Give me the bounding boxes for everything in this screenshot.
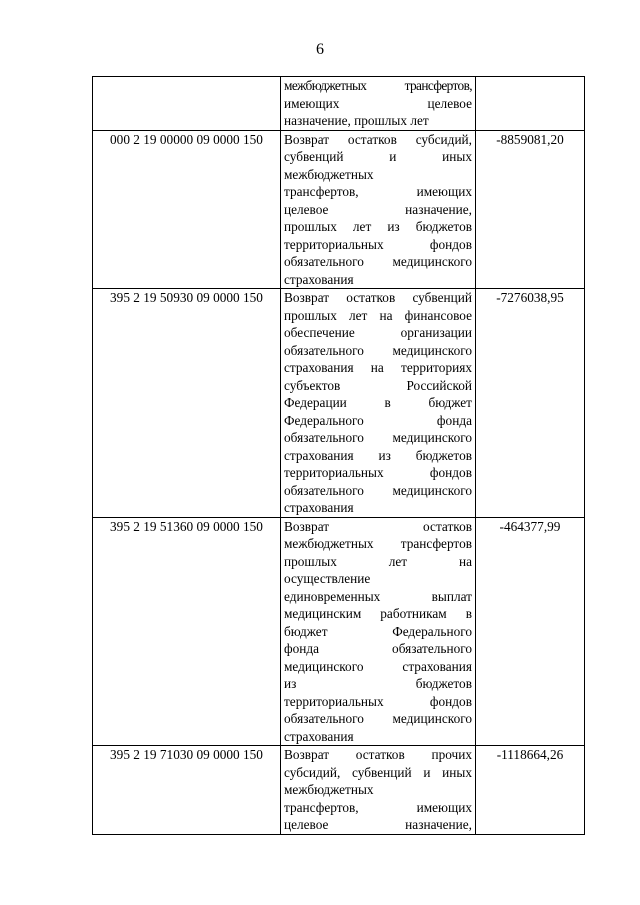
description-line: обязательного медицинского: [284, 342, 472, 358]
description-line: прошлых лет на: [284, 553, 472, 569]
description-line: трансфертов, имеющих: [284, 184, 472, 199]
amount-cell: -8859081,20: [476, 130, 585, 289]
table-row: [93, 746, 585, 835]
amount-cell: -464377,99: [476, 517, 585, 746]
description-line: имеющих целевое: [284, 95, 472, 111]
description-line: целевое назначение,: [284, 201, 472, 217]
description-line: страхования: [284, 500, 354, 515]
description-line: трансфертов, имеющих: [284, 799, 472, 815]
description-cell: [281, 517, 476, 746]
description-line: страхования: [284, 728, 354, 744]
description-line: обязательного медицинского: [284, 711, 472, 726]
description-line: Возврат остатков прочих: [284, 747, 472, 762]
description-line: прошлых лет на финансовое: [284, 307, 472, 323]
description-line: субсидий, субвенций и иных: [284, 764, 472, 780]
description-cell: [281, 746, 476, 835]
description-line: Федерации в бюджет: [284, 395, 472, 410]
description-line: бюджет Федерального: [284, 623, 472, 639]
description-line: территориальных фондов: [284, 693, 472, 709]
budget-code-cell: 000 2 19 00000 09 0000 150: [93, 130, 281, 289]
description-line: осуществление: [284, 571, 371, 586]
description-cell: [281, 77, 476, 131]
description-line: территориальных фондов: [284, 465, 472, 480]
description-line: межбюджетных трансфертов: [284, 536, 472, 551]
amount-cell: -7276038,95: [476, 289, 585, 518]
description-line: обязательного медицинского: [284, 254, 472, 269]
description-cell: [281, 130, 476, 289]
table-row: [93, 289, 585, 518]
description-line: межбюджетных: [284, 782, 374, 797]
description-line: Возврат остатков: [284, 518, 472, 534]
amount-cell: -1118664,26: [476, 746, 585, 835]
budget-table: [92, 76, 585, 835]
description-line: обязательного медицинского: [284, 482, 472, 498]
page-number: 6: [316, 41, 324, 58]
description-line: медицинского страхования: [284, 658, 472, 674]
description-line: из бюджетов: [284, 676, 472, 691]
description-line: целевое назначение,: [284, 817, 472, 832]
description-line: единовременных выплат: [284, 588, 472, 604]
budget-code-cell: 395 2 19 71030 09 0000 150: [93, 746, 281, 835]
description-line: субвенций и иных: [284, 149, 472, 164]
description-line: Федерального фонда: [284, 412, 472, 428]
description-line: страхования: [284, 271, 354, 287]
description-line: субъектов Российской: [284, 377, 472, 393]
description-line: территориальных фондов: [284, 236, 472, 252]
description-line: Возврат остатков субвенций: [284, 290, 472, 305]
description-cell: [281, 289, 476, 518]
description-line: прошлых лет из бюджетов: [284, 219, 472, 234]
description-line: межбюджетных трансфертов,: [284, 78, 472, 93]
table-row: [93, 517, 585, 746]
description-line: фонда обязательного: [284, 641, 472, 656]
table-row: [93, 130, 585, 289]
budget-code-cell: 395 2 19 50930 09 0000 150: [93, 289, 281, 518]
description-line: медицинским работникам в: [284, 606, 472, 621]
budget-code-cell: [93, 77, 281, 131]
description-line: Возврат остатков субсидий,: [284, 131, 472, 147]
amount-cell: [476, 77, 585, 131]
budget-code-cell: 395 2 19 51360 09 0000 150: [93, 517, 281, 746]
description-line: назначение, прошлых лет: [284, 113, 429, 128]
table-row: [93, 77, 585, 131]
description-line: обязательного медицинского: [284, 430, 472, 445]
description-line: страхования из бюджетов: [284, 447, 472, 463]
description-line: межбюджетных: [284, 166, 374, 182]
description-line: обеспечение организации: [284, 325, 472, 340]
description-line: страхования на территориях: [284, 360, 472, 375]
